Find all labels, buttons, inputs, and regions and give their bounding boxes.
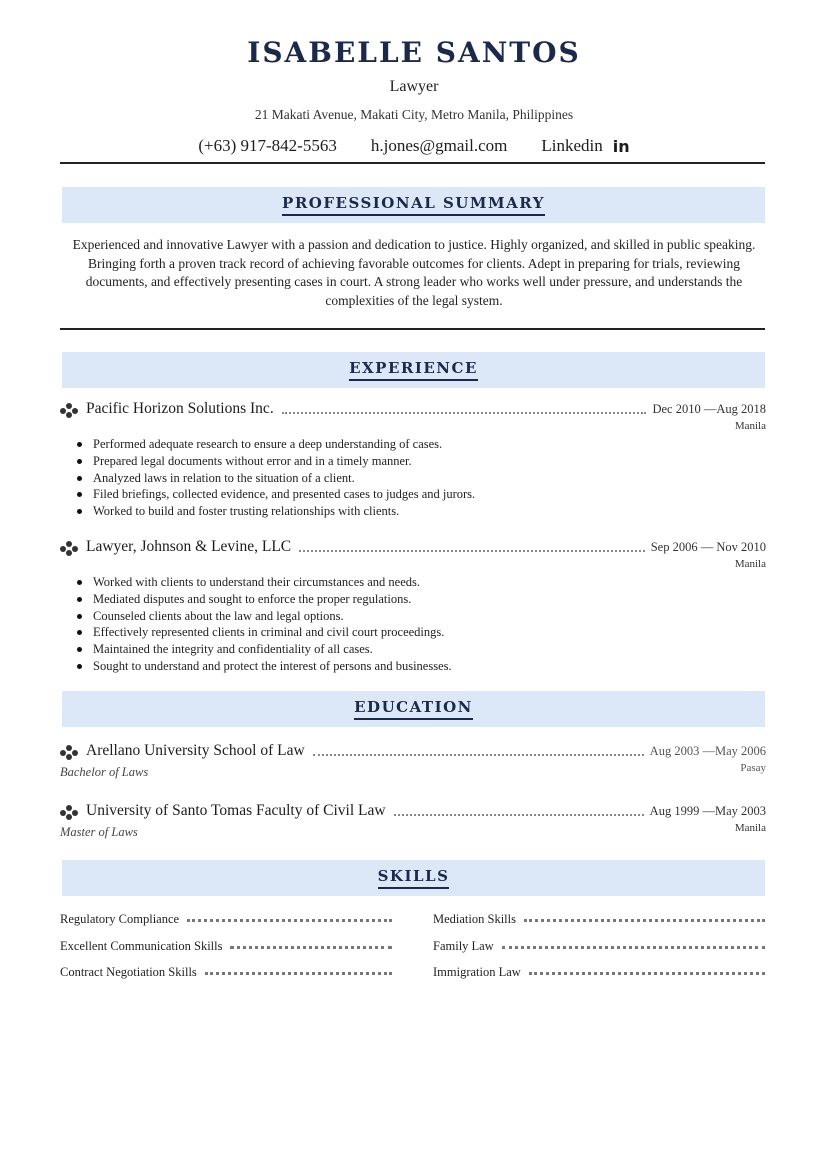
skill-level-dots (205, 972, 392, 975)
list-item: Analyzed laws in relation to the situation of a client. (76, 470, 766, 487)
education-entry (60, 742, 766, 774)
summary-divider (60, 328, 765, 330)
skill-name: Family Law (433, 938, 494, 953)
header-divider (60, 162, 765, 164)
list-item: Performed adequate research to ensure a deep understanding of cases. (76, 436, 766, 453)
list-item: Counseled clients about the law and legal options. (76, 608, 766, 625)
skill-name: Regulatory Compliance (60, 911, 180, 926)
responsibility-list (60, 436, 766, 520)
skill-item (60, 964, 392, 980)
list-item: Filed briefings, collected evidence, and presented cases to judges and jurors. (76, 486, 766, 503)
education-section-header (62, 691, 765, 727)
experience-entry (60, 400, 766, 520)
linkedin-label: Linkedin (541, 136, 603, 155)
list-item: Prepared legal documents without error and in a timely manner. (76, 453, 766, 470)
dotted-leader (299, 550, 645, 552)
list-item: Sought to understand and protect the interest of persons and businesses. (76, 658, 766, 675)
flower-bullet-icon (60, 541, 78, 555)
summary-section-header (62, 187, 765, 223)
skill-item (60, 938, 392, 954)
skill-item (433, 938, 765, 954)
phone-number: (+63) 917-842-5563 (198, 136, 337, 155)
experience-entry (60, 538, 766, 675)
experience-section-header (62, 352, 765, 388)
job-location: Manila (734, 558, 766, 570)
skills-section-title: SKILLS (378, 867, 450, 889)
education-entry (60, 802, 766, 834)
job-location: Manila (734, 420, 766, 432)
employment-dates: Dec 2010 —Aug 2018 (652, 402, 766, 416)
responsibility-list (60, 574, 766, 675)
email-link[interactable]: h.jones@gmail.com (370, 136, 508, 155)
summary-section-title: PROFESSIONAL SUMMARY (282, 194, 545, 216)
study-dates: Aug 1999 —May 2003 (649, 804, 766, 818)
skill-item (433, 911, 765, 927)
candidate-name: ISABELLE SANTOS (247, 36, 581, 69)
degree-name: Master of Laws (60, 825, 138, 839)
skill-level-dots (529, 972, 765, 975)
list-item: Worked with clients to understand their circumstances and needs. (76, 574, 766, 591)
school-name: Arellano University School of Law (86, 742, 305, 759)
employer-name: Lawyer, Johnson & Levine, LLC (86, 538, 292, 555)
flower-bullet-icon (60, 403, 78, 417)
skills-section-header (62, 860, 765, 896)
skill-level-dots (502, 946, 765, 949)
summary-text: Experienced and innovative Lawyer with a passion and dedication to justice. Highly organized, and skilled in public speaking. Bringing forth a proven track record of achieving favorable outcomes for clients. Adept in preparing for trials, reviewing documents, and effectively presenting cases in court. A strong leader who works well under pressure, and understands the complexities of the legal system. (72, 237, 756, 308)
skill-level-dots (524, 919, 765, 922)
school-name: University of Santo Tomas Faculty of Civil Law (86, 802, 386, 819)
education-section-title: EDUCATION (354, 698, 473, 720)
list-item: Maintained the integrity and confidentiality of all cases. (76, 641, 766, 658)
skill-item (433, 964, 765, 980)
school-location: Manila (734, 822, 766, 834)
study-dates: Aug 2003 —May 2006 (649, 744, 766, 758)
dotted-leader (282, 412, 647, 414)
list-item: Worked to build and foster trusting relationships with clients. (76, 503, 766, 520)
employer-name: Pacific Horizon Solutions Inc. (86, 400, 274, 417)
linkedin-link[interactable] (541, 136, 629, 156)
skill-name: Contract Negotiation Skills (60, 964, 197, 979)
job-title: Lawyer (389, 78, 439, 95)
degree-name: Bachelor of Laws (60, 765, 149, 779)
skill-name: Excellent Communication Skills (60, 938, 223, 953)
skill-level-dots (187, 919, 392, 922)
dotted-leader (313, 754, 644, 756)
list-item: Mediated disputes and sought to enforce the proper regulations. (76, 591, 766, 608)
experience-section-title: EXPERIENCE (349, 359, 478, 381)
employment-dates: Sep 2006 — Nov 2010 (650, 540, 766, 554)
skill-name: Mediation Skills (433, 911, 516, 926)
contact-row (0, 136, 828, 156)
skill-item (60, 911, 392, 927)
skill-level-dots (230, 946, 392, 949)
address: 21 Makati Avenue, Makati City, Metro Manila, Philippines (254, 107, 574, 122)
list-item: Effectively represented clients in criminal and civil court proceedings. (76, 624, 766, 641)
linkedin-icon: in (612, 136, 630, 156)
flower-bullet-icon (60, 745, 78, 759)
school-location: Pasay (740, 762, 766, 774)
flower-bullet-icon (60, 805, 78, 819)
skill-name: Immigration Law (433, 964, 521, 979)
dotted-leader (394, 814, 644, 816)
